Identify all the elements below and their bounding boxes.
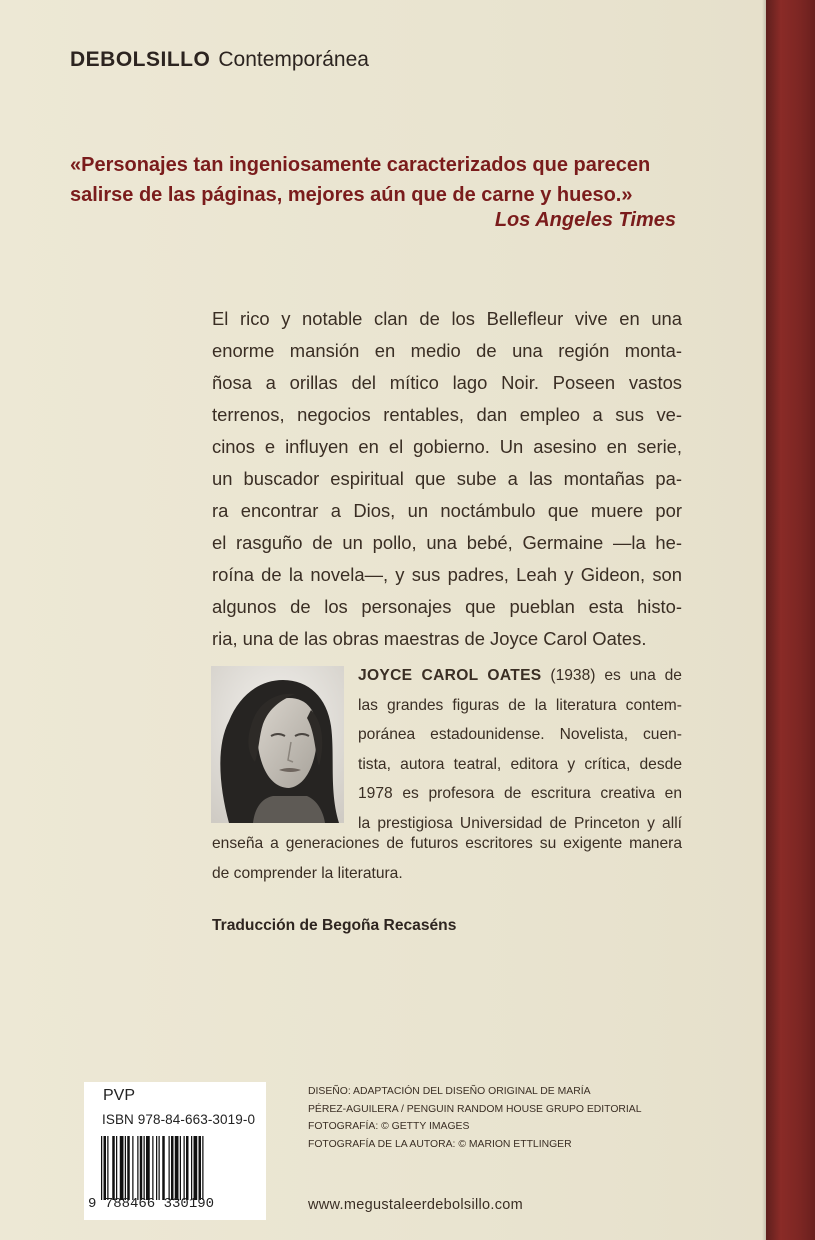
synopsis-line: ñosa a orillas del mítico lago Noir. Poseen vastos [212,372,682,393]
translator-credit: Traducción de Begoña Recaséns [212,917,457,934]
publisher-brand [70,48,369,72]
credit-line: PÉREZ-AGUILERA / PENGUIN RANDOM HOUSE GRUPO EDITORIAL [308,1103,642,1115]
author-photo [211,666,344,823]
bio-line: la prestigiosa Universidad de Princeton y allí [358,814,682,832]
website-link[interactable]: www.megustaleerdebolsillo.com [308,1197,524,1213]
synopsis-line: algunos de los personajes que pueblan esta histo- [212,596,682,617]
credit-line: DISEÑO: ADAPTACIÓN DEL DISEÑO ORIGINAL DE MARÍA [308,1086,591,1097]
synopsis-line: enorme mansión en medio de una región monta- [212,340,682,361]
synopsis-line: ria, una de las obras maestras de Joyce Carol Oates. [212,628,647,649]
price-label: PVP [103,1087,136,1104]
bio-line: de comprender la literatura. [212,864,403,882]
design-credits [308,1083,642,1153]
bio-line: 1978 es profesora de escritura creativa en [358,785,682,802]
synopsis-line: cinos e influyen en el gobierno. Un asesino en serie, [212,436,682,457]
author-birth: (1938) es una de [541,667,682,684]
collection-name: Contemporánea [218,48,369,71]
bio-line: poránea estadounidense. Novelista, cuen- [358,726,682,743]
synopsis-line: un buscador espiritual que sube a las montañas pa- [212,468,682,489]
author-name: JOYCE CAROL OATES [358,667,542,684]
synopsis-line: terrenos, negocios rentables, dan empleo a sus ve- [212,404,682,425]
synopsis-line: roína de la novela—, y sus padres, Leah y Gideon, son [212,564,682,585]
quote-source: Los Angeles Times [494,209,676,231]
author-bio [358,661,682,838]
bio-line [358,661,682,691]
credit-line: FOTOGRAFÍA DE LA AUTORA: © MARION ETTLINGER [308,1138,572,1150]
author-bio-continued [212,829,682,888]
barcode-icon [100,1136,260,1200]
synopsis [212,303,682,655]
barcode-digits: 9 788466 330190 [88,1196,215,1212]
quote-line: «Personajes tan ingeniosamente caracterizados que parecen [70,154,651,176]
quote-line: salirse de las páginas, mejores aún que de carne y hueso.» [70,184,633,206]
press-quote [70,150,682,210]
bio-line: enseña a generaciones de futuros escritores su exigente manera [212,835,682,852]
bio-line: tista, autora teatral, editora y crítica, desde [358,755,682,773]
bio-line: las grandes figuras de la literatura contem- [358,696,682,714]
isbn-text: ISBN 978-84-663-3019-0 [102,1112,256,1127]
book-spine [766,0,815,1240]
imprint-name: DEBOLSILLO [70,48,211,71]
synopsis-line: ra encontrar a Dios, un noctámbulo que muere por [212,500,682,521]
synopsis-line: El rico y notable clan de los Bellefleur vive en una [212,308,682,329]
credit-line: FOTOGRAFÍA: © GETTY IMAGES [308,1121,470,1132]
synopsis-line: el rasguño de un pollo, una bebé, Germaine —la he- [212,532,682,553]
